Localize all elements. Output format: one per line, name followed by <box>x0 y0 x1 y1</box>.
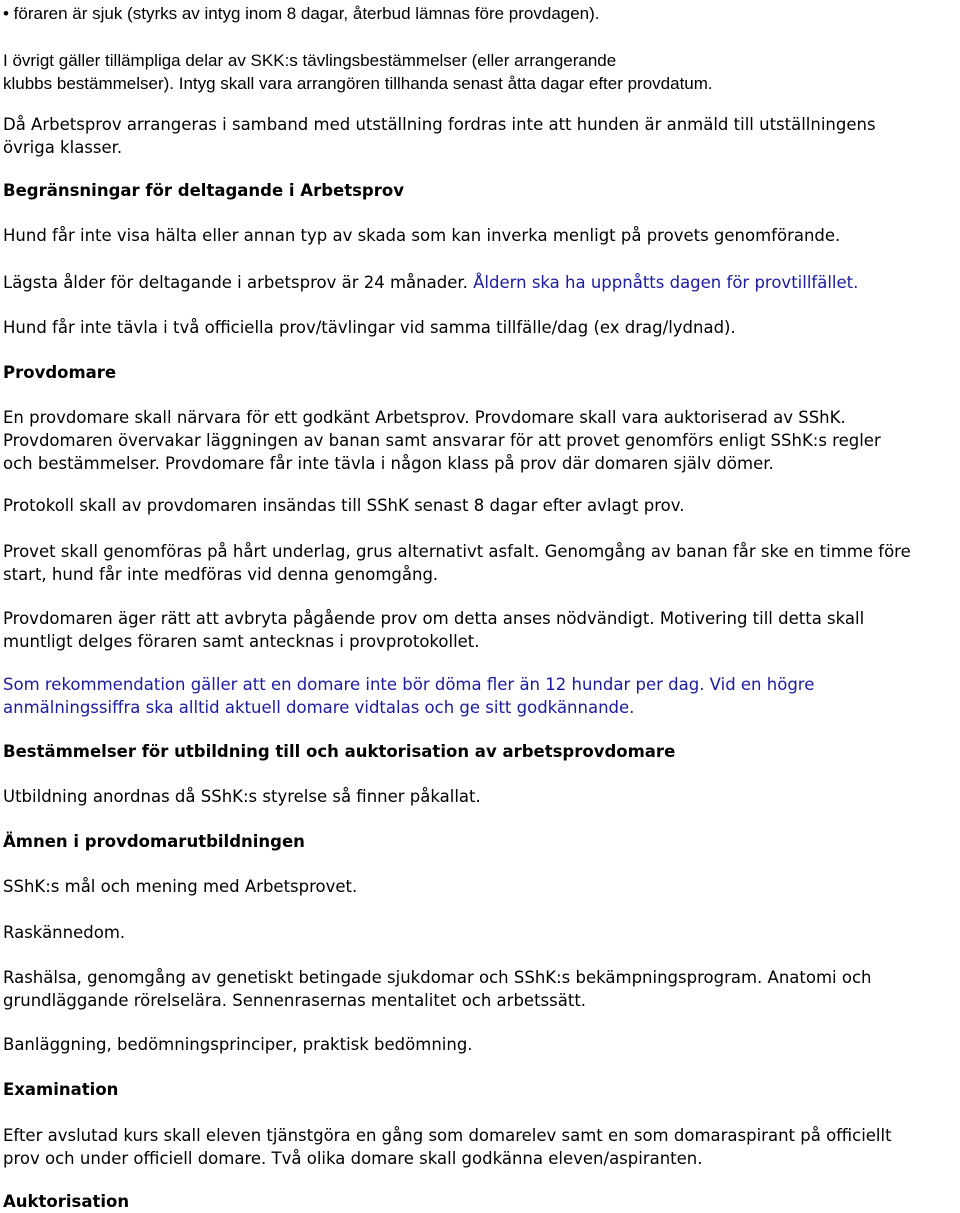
text-line: • föraren är sjuk (styrks av intyg inom 8 dagar, återbud lämnas före provdagen). <box>3 4 600 23</box>
text-line: anmälningssiffra ska alltid aktuell domare vidtalas och ge sitt godkännande. <box>3 698 635 717</box>
text-line: övriga klasser. <box>3 138 123 157</box>
text-line: prov och under officiell domare. Två olika domare skall godkänna eleven/aspiranten. <box>3 1149 703 1168</box>
text-line: grundläggande rörelselära. Sennenrasernas mentalitet och arbetssätt. <box>3 991 587 1010</box>
text-line <box>3 271 958 294</box>
abort-paragraph <box>3 607 958 653</box>
examination-paragraph <box>3 1124 958 1170</box>
text-line: Protokoll skall av provdomaren insändas till SShK senast 8 dagar efter avlagt prov. <box>3 496 685 515</box>
text-line: Provet skall genomföras på hårt underlag, grus alternativt asfalt. Genomgång av banan får ske en timme före <box>3 542 911 561</box>
section-heading-authorization: Auktorisation <box>3 1192 130 1211</box>
training-paragraph <box>3 785 958 808</box>
subject-item <box>3 921 958 944</box>
bullet-sick-handler <box>3 2 958 25</box>
recommendation-paragraph <box>3 673 958 719</box>
section-heading-training: Bestämmelser för utbildning till och auktorisation av arbetsprovdomare <box>3 742 676 761</box>
rules-paragraph <box>3 49 958 95</box>
text-line: SShK:s mål och mening med Arbetsprovet. <box>3 877 358 896</box>
section-heading-limitations: Begränsningar för deltagande i Arbetsprov <box>3 181 404 200</box>
age-note: Åldern ska ha uppnåtts dagen för provtillfället. <box>473 273 859 292</box>
subject-item <box>3 966 958 1012</box>
text-line: Provdomaren övervakar läggningen av banan samt ansvarar för att provet genomförs enligt SShK:s regler <box>3 431 881 450</box>
double-competition-paragraph <box>3 316 958 339</box>
text-line: start, hund får inte medföras vid denna genomgång. <box>3 565 439 584</box>
section-heading-subjects: Ämnen i provdomarutbildningen <box>3 832 305 851</box>
text-line: klubbs bestämmelser). Intyg skall vara arrangören tillhanda senast åtta dagar efter provdatum. <box>3 74 713 93</box>
text-line: Hund får inte tävla i två officiella prov/tävlingar vid samma tillfälle/dag (ex drag/lydnad). <box>3 318 736 337</box>
age-paragraph <box>3 271 958 294</box>
exhibition-paragraph <box>3 113 958 159</box>
section-heading-judge: Provdomare <box>3 363 117 382</box>
text-line: Provdomaren äger rätt att avbryta pågående prov om detta anses nödvändigt. Motivering till detta skall <box>3 609 865 628</box>
text-line: Efter avslutad kurs skall eleven tjänstgöra en gång som domarelev samt en som domaraspirant på officiellt <box>3 1126 892 1145</box>
text-line: Banläggning, bedömningsprinciper, praktisk bedömning. <box>3 1035 473 1054</box>
age-text: Lägsta ålder för deltagande i arbetsprov är 24 månader. <box>3 273 468 292</box>
text-line: Hund får inte visa hälta eller annan typ av skada som kan inverka menligt på provets genomförande. <box>3 226 841 245</box>
text-line: muntligt delges föraren samt antecknas i provprotokollet. <box>3 632 480 651</box>
section-heading-examination: Examination <box>3 1080 119 1099</box>
text-line: I övrigt gäller tillämpliga delar av SKK:s tävlingsbestämmelser (eller arrangerande <box>3 51 617 70</box>
text-line: Raskännedom. <box>3 923 126 942</box>
injury-paragraph <box>3 224 958 247</box>
surface-paragraph <box>3 540 958 586</box>
text-line: En provdomare skall närvara för ett godkänt Arbetsprov. Provdomare skall vara auktoriserad av SShK. <box>3 408 846 427</box>
protocol-paragraph <box>3 494 958 517</box>
text-line: Rashälsa, genomgång av genetiskt betingade sjukdomar och SShK:s bekämpningsprogram. Anatomi och <box>3 968 872 987</box>
judge-paragraph <box>3 406 958 475</box>
subject-item <box>3 875 958 898</box>
text-line: och bestämmelser. Provdomare får inte tävla i någon klass på prov där domaren själv dömer. <box>3 454 774 473</box>
subject-item <box>3 1033 958 1056</box>
text-line: Då Arbetsprov arrangeras i samband med utställning fordras inte att hunden är anmäld till utställningens <box>3 115 876 134</box>
text-line: Utbildning anordnas då SShK:s styrelse så finner påkallat. <box>3 787 481 806</box>
text-line: Som rekommendation gäller att en domare inte bör döma fler än 12 hundar per dag. Vid en högre <box>3 675 815 694</box>
